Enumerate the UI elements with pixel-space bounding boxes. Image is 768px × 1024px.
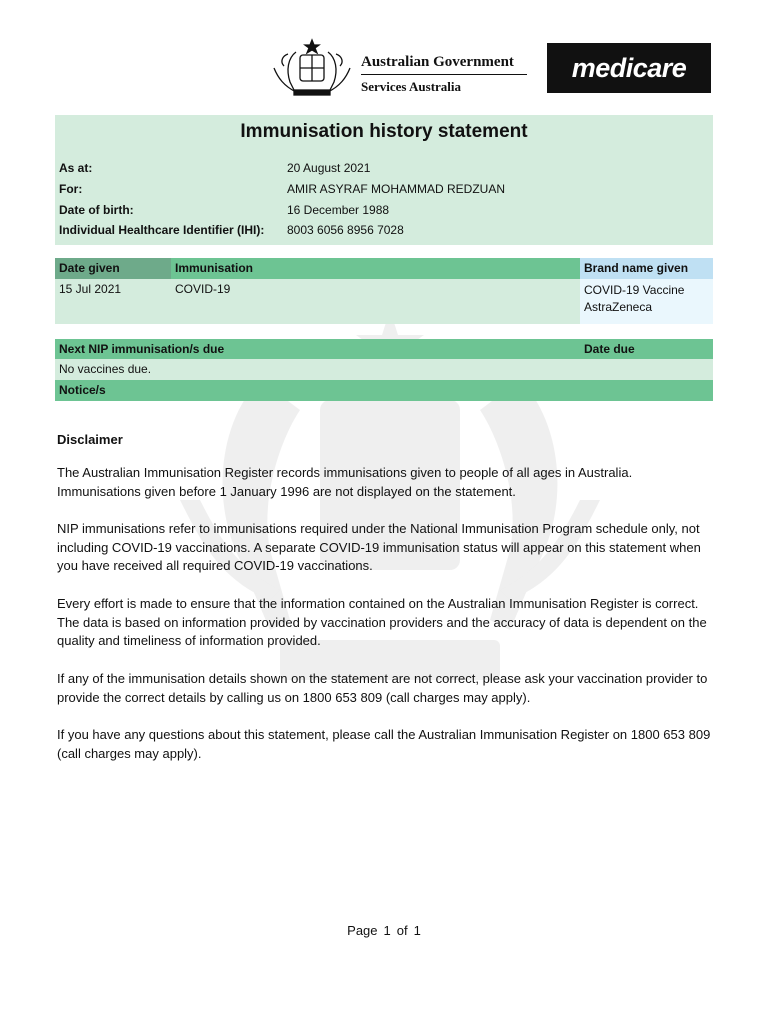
- total-pages-number: 1: [413, 923, 421, 938]
- page-word: Page: [347, 923, 378, 938]
- coat-of-arms-icon: [268, 38, 356, 98]
- dob-value: 16 December 1988: [287, 203, 390, 217]
- medicare-logo: medicare: [547, 43, 711, 93]
- as-at-label: As at:: [59, 161, 93, 175]
- column-header-brand-name: Brand name given: [580, 258, 713, 279]
- page-footer: [0, 923, 768, 938]
- disclaimer-paragraph-4: If any of the immunisation details shown on the statement are not correct, please ask your vaccination provider to provide the correct details by calling us on 1800 653 809 (call charges may apply).: [57, 671, 708, 705]
- agency-name: Services Australia: [361, 79, 462, 94]
- column-header-immunisation: Immunisation: [171, 258, 580, 279]
- brand-name-line2: AstraZeneca: [584, 300, 653, 314]
- brand-name-cell: [580, 279, 713, 324]
- current-page-number: 1: [383, 923, 391, 938]
- disclaimer-paragraph-3: Every effort is made to ensure that the information contained on the Australian Immunisation Register is correct. The data is based on information provided by vaccination providers and the accuracy of data is dependent on the quality and timeliness of information provided.: [57, 596, 707, 648]
- column-header-date-given: Date given: [55, 258, 171, 279]
- notices-header: Notice/s: [55, 380, 713, 401]
- statement-title: Immunisation history statement: [240, 121, 528, 142]
- government-branding: [361, 52, 527, 96]
- ihi-label: Individual Healthcare Identifier (IHI):: [59, 223, 265, 237]
- disclaimer-title: Disclaimer: [57, 432, 123, 447]
- government-name: Australian Government: [361, 54, 514, 70]
- immunisation-cell: COVID-19: [171, 279, 580, 324]
- nip-message-row: [55, 359, 713, 380]
- patient-name: AMIR ASYRAF MOHAMMAD REDZUAN: [287, 182, 506, 196]
- ihi-value: 8003 6056 8956 7028: [287, 223, 404, 237]
- nip-table-header: [55, 339, 713, 359]
- disclaimer-paragraph-2: NIP immunisations refer to immunisations required under the National Immunisation Program schedule only, not including COVID-19 vaccinations. A separate COVID-19 immunisation status will appear on this statement when you have received all required COVID-19 vaccinations.: [57, 521, 701, 573]
- column-header-next-nip: Next NIP immunisation/s due: [55, 339, 580, 359]
- statement-header: [55, 115, 713, 245]
- column-header-date-due: Date due: [580, 339, 713, 359]
- notices-row: [55, 380, 713, 401]
- branding-divider: [361, 74, 527, 75]
- disclaimer-paragraph-1: The Australian Immunisation Register records immunisations given to people of all ages in Australia. Immunisations given before 1 January 1996 are not displayed on the statement.: [57, 465, 633, 499]
- brand-name-line1: COVID-19 Vaccine: [584, 283, 685, 297]
- no-vaccines-message: No vaccines due.: [55, 359, 713, 380]
- as-at-value: 20 August 2021: [287, 161, 371, 175]
- of-word: of: [396, 923, 408, 938]
- table-row: [55, 279, 713, 324]
- dob-label: Date of birth:: [59, 203, 134, 217]
- disclaimer-paragraph-5: If you have any questions about this statement, please call the Australian Immunisation Register on 1800 653 809 (call charges may apply).: [57, 727, 711, 761]
- for-label: For:: [59, 182, 83, 196]
- history-table-header: [55, 258, 713, 279]
- date-given-cell: 15 Jul 2021: [55, 279, 171, 324]
